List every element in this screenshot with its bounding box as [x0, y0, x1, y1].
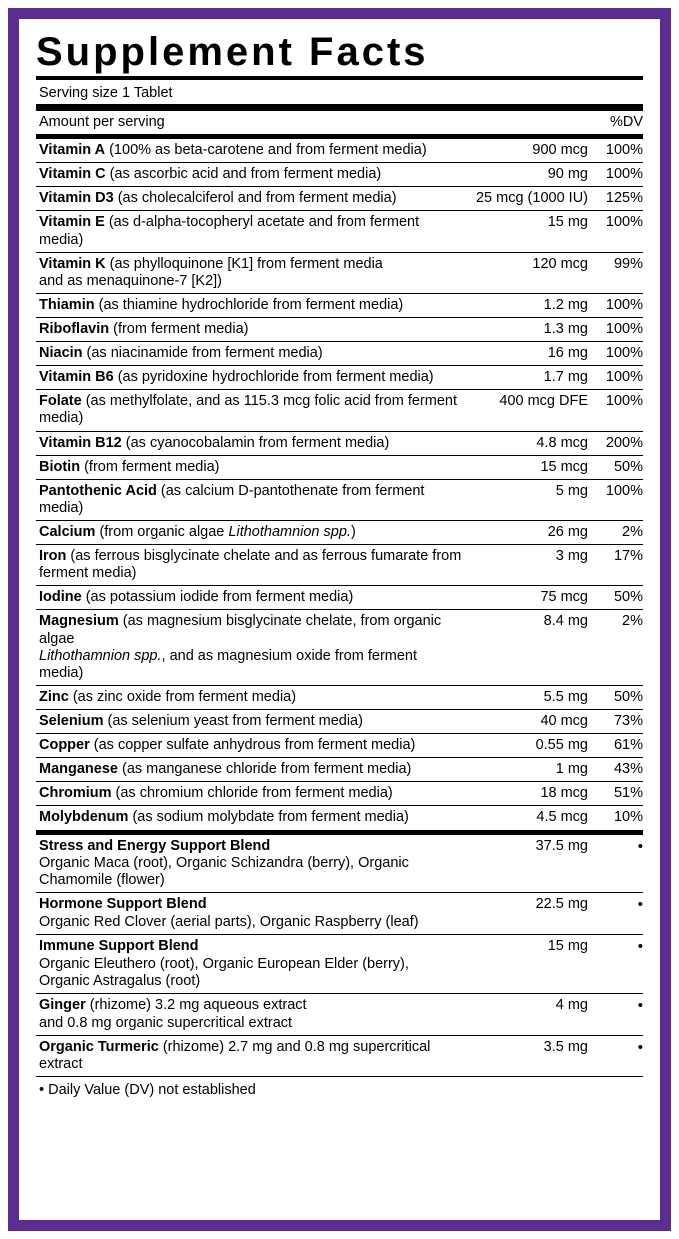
nutrient-amount: 1.2 mg	[465, 293, 588, 317]
nutrient-amount: 5 mg	[465, 479, 588, 520]
nutrient-description: (from ferment media)	[109, 320, 249, 337]
blend-name-cell	[36, 835, 465, 856]
nutrient-name-cell	[36, 758, 465, 782]
blend-daily-value: •	[637, 997, 643, 1015]
blend-ingredients: and 0.8 mg organic supercritical extract	[36, 1015, 465, 1036]
nutrient-name: Biotin	[39, 458, 81, 475]
nutrient-name-cell	[36, 431, 465, 455]
nutrient-daily-value: 125%	[588, 187, 643, 211]
nutrient-description: (as potassium iodide from ferment media)	[81, 589, 354, 606]
nutrient-amount: 16 mg	[465, 342, 588, 366]
nutrients-table-body	[36, 139, 643, 830]
blend-daily-value: •	[637, 938, 643, 956]
blend-ingredients-row	[36, 914, 643, 935]
table-row	[36, 455, 643, 479]
nutrient-name: Thiamin	[39, 296, 95, 313]
nutrients-table	[36, 139, 643, 830]
nutrient-name-cell	[36, 610, 465, 648]
nutrient-name: Pantothenic Acid	[39, 482, 157, 499]
nutrient-name: Vitamin K	[39, 255, 106, 272]
nutrient-description: (as selenium yeast from ferment media)	[103, 712, 363, 729]
nutrient-description: (as cholecalciferol and from ferment media)	[113, 190, 397, 207]
nutrient-name: Folate	[39, 393, 82, 410]
nutrient-name: Niacin	[39, 345, 83, 362]
nutrient-name-cell	[36, 734, 465, 758]
blend-row	[36, 1035, 643, 1076]
nutrient-name: Vitamin E	[39, 214, 105, 231]
nutrient-amount: 8.4 mg	[543, 613, 588, 630]
nutrient-daily-value: 50%	[588, 685, 643, 709]
nutrient-daily-value: 100%	[588, 366, 643, 390]
table-row	[36, 390, 643, 431]
nutrient-amount: 4.8 mcg	[465, 431, 588, 455]
blend-ingredients-row	[36, 1015, 643, 1036]
nutrient-daily-value: 10%	[588, 806, 643, 830]
nutrient-daily-value: 100%	[588, 163, 643, 187]
nutrition-table-body	[36, 111, 643, 135]
blend-amount: 22.5 mg	[535, 896, 588, 913]
blend-ingredients-row	[36, 855, 643, 893]
nutrient-amount: 400 mcg DFE	[465, 390, 588, 431]
blend-ingredients-row	[36, 973, 643, 994]
nutrient-amount: 26 mg	[465, 520, 588, 544]
blend-name: Organic Turmeric	[39, 1038, 159, 1055]
nutrient-name: Vitamin B12	[39, 434, 122, 451]
amount-spacer	[465, 855, 588, 893]
nutrient-daily-value: 100%	[588, 293, 643, 317]
table-row	[36, 431, 643, 455]
amount-per-serving-header: Amount per serving	[36, 111, 465, 135]
nutrient-description: (as pyridoxine hydrochloride from ferment media)	[113, 369, 434, 386]
nutrient-amount: 15 mg	[465, 211, 588, 252]
nutrient-daily-value: 2%	[622, 613, 643, 630]
nutrient-name-cell	[36, 390, 465, 431]
table-row	[36, 782, 643, 806]
dv-spacer	[588, 914, 643, 935]
nutrient-name-cell	[36, 586, 465, 610]
nutrient-daily-value: 2%	[588, 520, 643, 544]
nutrient-amount: 75 mcg	[465, 586, 588, 610]
nutrient-name: Chromium	[39, 785, 112, 802]
nutrient-daily-value: 43%	[588, 758, 643, 782]
blend-ingredients: Organic Eleuthero (root), Organic European Elder (berry),	[39, 955, 409, 972]
nutrient-name-cell	[36, 479, 465, 520]
table-row	[36, 610, 643, 648]
amount-spacer	[465, 1015, 588, 1036]
nutrient-description: (as phylloquinone [K1] from ferment media	[105, 255, 383, 272]
blend-amount: 4 mg	[555, 997, 588, 1014]
blend-name: Hormone Support Blend	[39, 896, 207, 913]
nutrient-name: Calcium	[39, 523, 96, 540]
table-row	[36, 187, 643, 211]
blend-row	[36, 935, 643, 956]
nutrient-description: (as methylfolate, and as 115.3 mcg folic acid from ferment media)	[39, 393, 457, 427]
blend-name-cell	[36, 1035, 465, 1076]
nutrient-description: (as calcium D-pantothenate from ferment media)	[39, 482, 425, 516]
table-row	[36, 317, 643, 341]
table-row	[36, 758, 643, 782]
nutrient-description: (as magnesium bisglycinate chelate, from organic algae	[39, 613, 442, 647]
nutrient-name-cell	[36, 342, 465, 366]
title-divider	[36, 76, 643, 80]
nutrition-table	[36, 111, 643, 135]
nutrient-name: Vitamin B6	[39, 369, 114, 386]
nutrient-daily-value: 100%	[588, 390, 643, 431]
nutrient-name-cell	[36, 187, 465, 211]
nutrient-name-cell	[36, 709, 465, 733]
nutrient-name-cell	[36, 545, 465, 586]
nutrient-name-cell	[36, 252, 465, 273]
nutrient-daily-value: 100%	[588, 342, 643, 366]
nutrient-daily-value: 99%	[613, 255, 643, 272]
nutrient-description: (as chromium chloride from ferment media)	[111, 785, 393, 802]
nutrient-description: (as zinc oxide from ferment media)	[68, 688, 297, 705]
nutrient-name-cell	[36, 455, 465, 479]
nutrient-name-cell	[36, 685, 465, 709]
table-row	[36, 342, 643, 366]
nutrient-daily-value: 100%	[588, 211, 643, 252]
nutrient-name-cell	[36, 806, 465, 830]
blend-name: Immune Support Blend	[39, 938, 199, 955]
nutrient-description: (as d-alpha-tocopheryl acetate and from ferment media)	[39, 214, 420, 248]
table-row	[36, 545, 643, 586]
nutrient-daily-value: 50%	[588, 455, 643, 479]
blends-table	[36, 835, 643, 1078]
table-row-continuation	[36, 648, 643, 686]
nutrient-description: (from ferment media)	[80, 458, 220, 475]
blend-name-cell	[36, 893, 465, 914]
nutrient-description: (as sodium molybdate from ferment media)	[128, 809, 409, 826]
nutrient-amount: 3 mg	[465, 545, 588, 586]
nutrient-description: (from organic algae Lithothamnion spp.)	[95, 523, 356, 540]
dv-spacer	[588, 956, 643, 973]
nutrient-name-cell	[36, 211, 465, 252]
nutrient-amount: 18 mcg	[465, 782, 588, 806]
nutrient-description: (as niacinamide from ferment media)	[82, 345, 323, 362]
table-row	[36, 685, 643, 709]
nutrient-amount: 5.5 mg	[465, 685, 588, 709]
nutrient-daily-value: 73%	[588, 709, 643, 733]
blend-name-cell	[36, 935, 465, 956]
amount-spacer	[465, 956, 588, 973]
blend-amount: 37.5 mg	[535, 837, 588, 854]
blend-daily-value: •	[588, 1035, 643, 1076]
blend-name-cell	[36, 994, 465, 1015]
blend-ingredients: Organic Maca (root), Organic Schizandra (berry), Organic Chamomile (flower)	[36, 855, 465, 893]
blend-name: Stress and Energy Support Blend	[39, 837, 271, 854]
nutrient-daily-value: 51%	[588, 782, 643, 806]
dv-spacer	[588, 648, 643, 686]
nutrient-daily-value: 17%	[588, 545, 643, 586]
table-row	[36, 293, 643, 317]
blend-ingredients: Organic Astragalus (root)	[36, 973, 465, 994]
table-row	[36, 211, 643, 252]
nutrient-amount: 900 mcg	[465, 139, 588, 163]
table-row	[36, 252, 643, 273]
nutrient-description-continued: and as menaquinone-7 [K2])	[36, 273, 465, 294]
nutrient-name: Vitamin A	[39, 142, 106, 159]
blend-amount: 15 mg	[547, 938, 588, 955]
dv-spacer	[588, 273, 643, 294]
nutrient-daily-value: 100%	[588, 479, 643, 520]
nutrient-name: Copper	[39, 737, 90, 754]
blend-daily-value: •	[637, 896, 643, 914]
table-row	[36, 806, 643, 830]
nutrient-description: (as ascorbic acid and from ferment media)	[105, 166, 382, 183]
nutrient-description: (as ferrous bisglycinate chelate and as ferrous fumarate from ferment media)	[39, 548, 462, 582]
table-row	[36, 709, 643, 733]
table-row	[36, 479, 643, 520]
nutrient-amount: 120 mcg	[532, 255, 588, 272]
nutrient-amount: 40 mcg	[465, 709, 588, 733]
table-row	[36, 139, 643, 163]
nutrient-daily-value: 61%	[588, 734, 643, 758]
nutrient-name: Iodine	[39, 589, 82, 606]
serving-size: Serving size 1 Tablet	[39, 85, 173, 101]
blend-daily-value: •	[637, 837, 643, 855]
amount-spacer	[465, 973, 588, 994]
blend-amount: 3.5 mg	[465, 1035, 588, 1076]
blend-row	[36, 893, 643, 914]
supplement-facts-panel	[36, 32, 643, 1098]
nutrient-amount: 1.3 mg	[465, 317, 588, 341]
nutrient-description: (as thiamine hydrochloride from ferment media)	[94, 296, 404, 313]
dv-header: %DV	[588, 111, 643, 135]
blend-ingredients: Organic Red Clover (aerial parts), Organic Raspberry (leaf)	[36, 914, 465, 935]
dv-spacer	[588, 855, 643, 893]
nutrient-name: Molybdenum	[39, 809, 129, 826]
table-row-continuation	[36, 273, 643, 294]
table-row	[36, 163, 643, 187]
nutrient-description: (as cyanocobalamin from ferment media)	[121, 434, 390, 451]
nutrient-amount: 15 mcg	[465, 455, 588, 479]
nutrient-amount: 90 mg	[465, 163, 588, 187]
amount-spacer	[465, 273, 588, 294]
nutrient-name: Vitamin D3	[39, 190, 114, 207]
amount-spacer	[465, 648, 588, 686]
nutrient-daily-value: 100%	[588, 139, 643, 163]
nutrient-amount: 4.5 mcg	[465, 806, 588, 830]
page-title: Supplement Facts	[36, 30, 429, 74]
nutrient-amount: 1 mg	[465, 758, 588, 782]
nutrient-daily-value: 50%	[588, 586, 643, 610]
nutrient-name-cell	[36, 317, 465, 341]
nutrient-name: Selenium	[39, 712, 104, 729]
blend-name: Ginger	[39, 997, 86, 1014]
nutrient-name-cell	[36, 293, 465, 317]
nutrient-name-cell	[36, 782, 465, 806]
nutrient-name: Iron	[39, 548, 67, 565]
nutrient-name-cell	[36, 366, 465, 390]
nutrient-daily-value: 200%	[588, 431, 643, 455]
table-row	[36, 520, 643, 544]
nutrient-description: (as manganese chloride from ferment media)	[117, 761, 412, 778]
nutrient-name-cell	[36, 139, 465, 163]
blend-row	[36, 994, 643, 1015]
thick-divider-top	[36, 104, 643, 111]
blend-description: (rhizome) 2.7 mg and 0.8 mg supercritical extract	[39, 1038, 431, 1073]
nutrient-name-cell	[36, 520, 465, 544]
nutrient-name: Manganese	[39, 761, 118, 778]
nutrient-name: Vitamin C	[39, 166, 106, 183]
nutrient-amount: 25 mcg (1000 IU)	[465, 187, 588, 211]
table-row	[36, 586, 643, 610]
blend-row	[36, 835, 643, 856]
footnote: • Daily Value (DV) not established	[39, 1082, 256, 1099]
nutrient-description-continued: Lithothamnion spp., and as magnesium oxide from ferment media)	[36, 648, 465, 686]
blends-table-body	[36, 835, 643, 1077]
nutrient-name: Riboflavin	[39, 320, 110, 337]
nutrient-description: (as copper sulfate anhydrous from ferment media)	[89, 737, 416, 754]
blend-description: (rhizome) 3.2 mg aqueous extract	[85, 997, 307, 1014]
dv-spacer	[588, 973, 643, 994]
table-header-row	[36, 111, 643, 135]
amount-spacer	[465, 914, 588, 935]
nutrient-name: Magnesium	[39, 613, 119, 630]
table-row	[36, 366, 643, 390]
nutrient-amount: 0.55 mg	[465, 734, 588, 758]
nutrient-amount: 1.7 mg	[465, 366, 588, 390]
amount-header-spacer	[465, 111, 588, 135]
nutrient-name: Zinc	[39, 688, 69, 705]
nutrient-description: (100% as beta-carotene and from ferment media)	[105, 142, 427, 159]
nutrient-name-cell	[36, 163, 465, 187]
dv-spacer	[588, 1015, 643, 1036]
blend-ingredients-row	[36, 956, 643, 973]
table-row	[36, 734, 643, 758]
nutrient-daily-value: 100%	[588, 317, 643, 341]
